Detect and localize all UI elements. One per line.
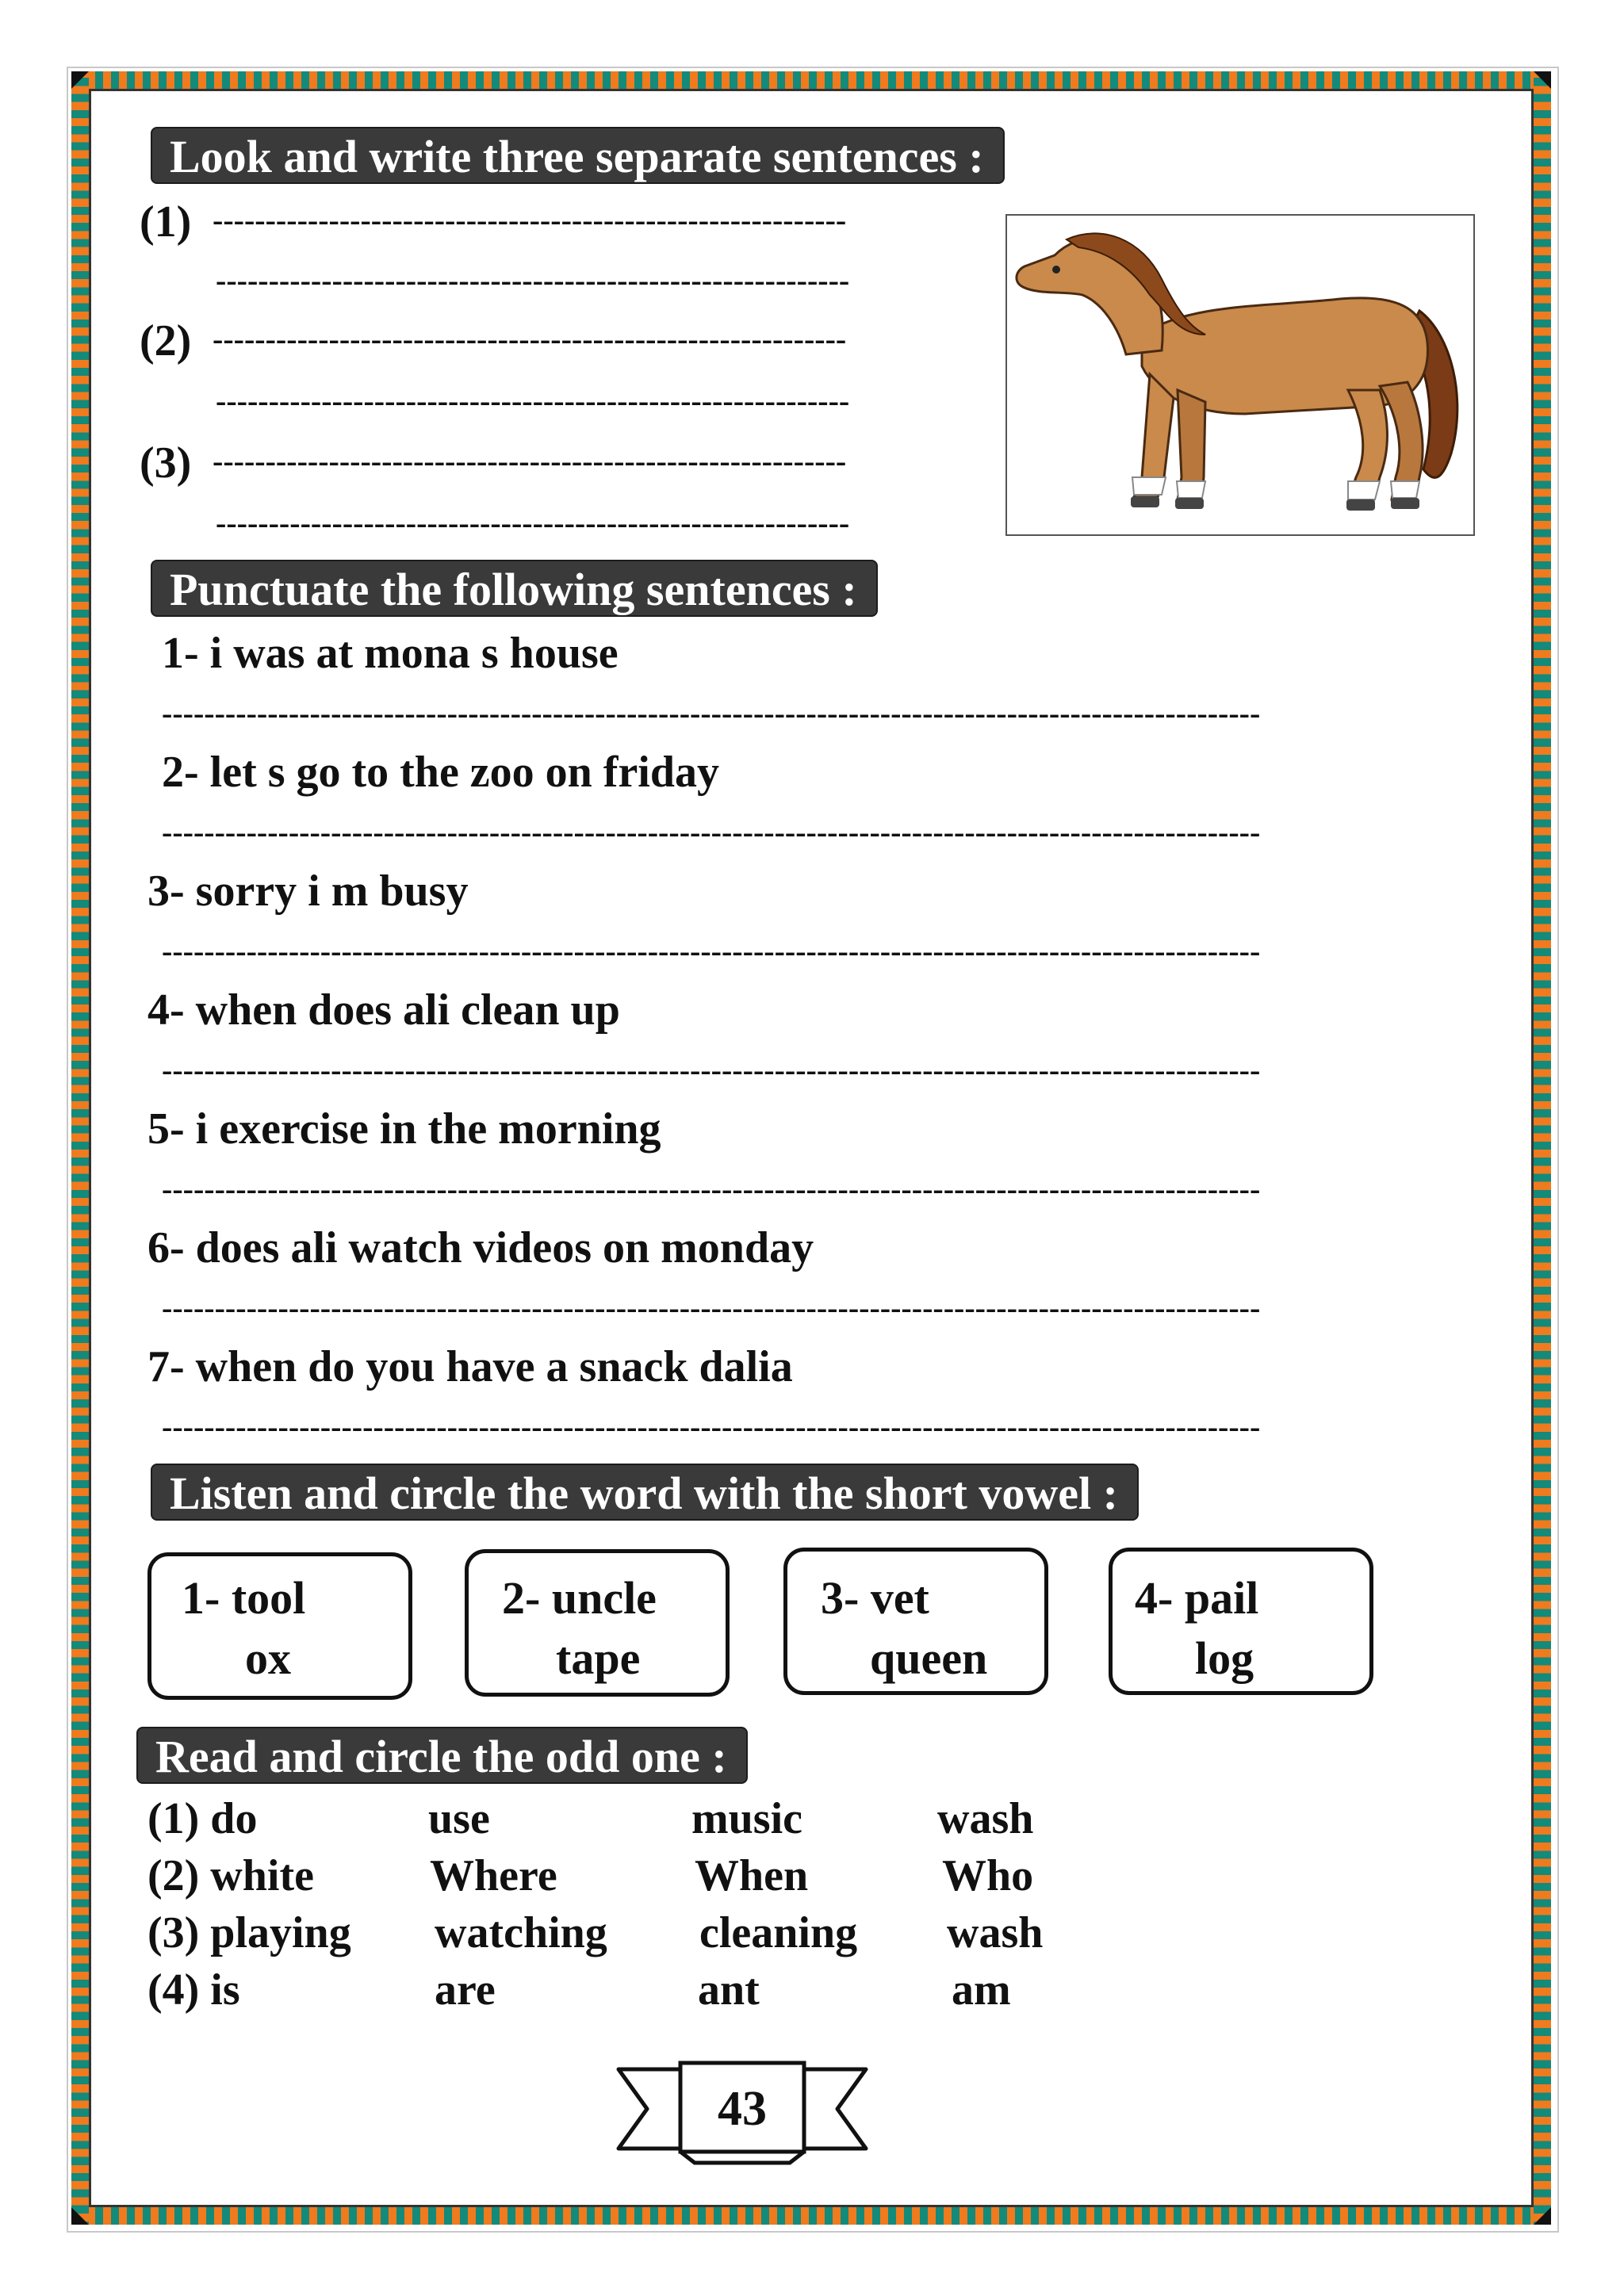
odd-one-word[interactable]: When: [695, 1851, 809, 1900]
word-option[interactable]: tape: [556, 1632, 641, 1684]
odd-one-word[interactable]: watching: [435, 1908, 607, 1957]
horse-picture: [1005, 214, 1475, 536]
word-option[interactable]: 1- tool: [182, 1572, 306, 1624]
section-heading-look-and-write: Look and write three separate sentences :: [151, 127, 1005, 184]
answer-line[interactable]: --------------------------------------------------------------------------------------------------------: [162, 1173, 1261, 1205]
page-number: 43: [718, 2082, 767, 2136]
word-option[interactable]: 3- vet: [821, 1572, 929, 1624]
answer-line[interactable]: --------------------------------------------------------------------------------------------------------: [162, 936, 1261, 967]
odd-one-word[interactable]: use: [428, 1794, 490, 1843]
line-label-1: (1): [140, 197, 192, 247]
word-choice-box[interactable]: [147, 1552, 412, 1700]
line-label-3: (3): [140, 438, 192, 488]
odd-one-word[interactable]: (3) playing: [147, 1908, 351, 1957]
sentence-item: 3- sorry i m busy: [147, 867, 469, 916]
horse-icon: [1007, 216, 1473, 534]
word-choice-box[interactable]: [465, 1549, 730, 1697]
odd-one-word[interactable]: (2) white: [147, 1851, 314, 1900]
word-choice-box[interactable]: [1109, 1548, 1373, 1695]
corner-triangle-icon: [71, 2207, 89, 2225]
corner-triangle-icon: [1534, 71, 1551, 89]
sentence-item: 4- when does ali clean up: [147, 985, 620, 1035]
odd-one-word[interactable]: Where: [430, 1851, 557, 1900]
section-heading-odd-one: Read and circle the odd one :: [136, 1727, 748, 1784]
section-heading-punctuate: Punctuate the following sentences :: [151, 560, 878, 617]
answer-line[interactable]: ------------------------------------------------------------: [213, 323, 847, 355]
sentence-item: 6- does ali watch videos on monday: [147, 1223, 814, 1272]
odd-one-word[interactable]: (1) do: [147, 1794, 258, 1843]
sentence-item: 7- when do you have a snack dalia: [147, 1342, 793, 1391]
corner-triangle-icon: [71, 71, 89, 89]
odd-one-word[interactable]: wash: [947, 1908, 1044, 1957]
answer-line[interactable]: ------------------------------------------------------------: [216, 385, 850, 417]
section-heading-listen-and-circle: Listen and circle the word with the short vowel :: [151, 1464, 1139, 1521]
word-option[interactable]: 2- uncle: [502, 1572, 657, 1624]
answer-line[interactable]: ------------------------------------------------------------: [216, 265, 850, 297]
odd-one-word[interactable]: are: [435, 1965, 496, 2015]
odd-one-word[interactable]: wash: [937, 1794, 1034, 1843]
answer-line[interactable]: ------------------------------------------------------------: [213, 446, 847, 477]
answer-line[interactable]: --------------------------------------------------------------------------------------------------------: [162, 1411, 1261, 1443]
odd-one-word[interactable]: am: [952, 1965, 1011, 2015]
answer-line[interactable]: --------------------------------------------------------------------------------------------------------: [162, 1292, 1261, 1324]
word-option[interactable]: 4- pail: [1135, 1572, 1259, 1624]
answer-line[interactable]: --------------------------------------------------------------------------------------------------------: [162, 1054, 1261, 1086]
odd-one-word[interactable]: ant: [698, 1965, 760, 2015]
word-choice-box[interactable]: [783, 1548, 1048, 1695]
word-option[interactable]: log: [1195, 1632, 1254, 1684]
word-option[interactable]: ox: [245, 1632, 291, 1684]
sentence-item: 5- i exercise in the morning: [147, 1104, 661, 1154]
answer-line[interactable]: --------------------------------------------------------------------------------------------------------: [162, 698, 1261, 729]
answer-line[interactable]: ------------------------------------------------------------: [216, 507, 850, 539]
line-label-2: (2): [140, 316, 192, 365]
odd-one-word[interactable]: (4) is: [147, 1965, 240, 2015]
odd-one-word[interactable]: music: [691, 1794, 802, 1843]
sentence-item: 2- let s go to the zoo on friday: [162, 748, 720, 797]
odd-one-word[interactable]: Who: [942, 1851, 1034, 1900]
corner-triangle-icon: [1534, 2207, 1551, 2225]
answer-line[interactable]: --------------------------------------------------------------------------------------------------------: [162, 817, 1261, 848]
sentence-item: 1- i was at mona s house: [162, 629, 619, 678]
answer-line[interactable]: ------------------------------------------------------------: [213, 205, 847, 236]
odd-one-word[interactable]: cleaning: [699, 1908, 858, 1957]
word-option[interactable]: queen: [870, 1632, 988, 1684]
